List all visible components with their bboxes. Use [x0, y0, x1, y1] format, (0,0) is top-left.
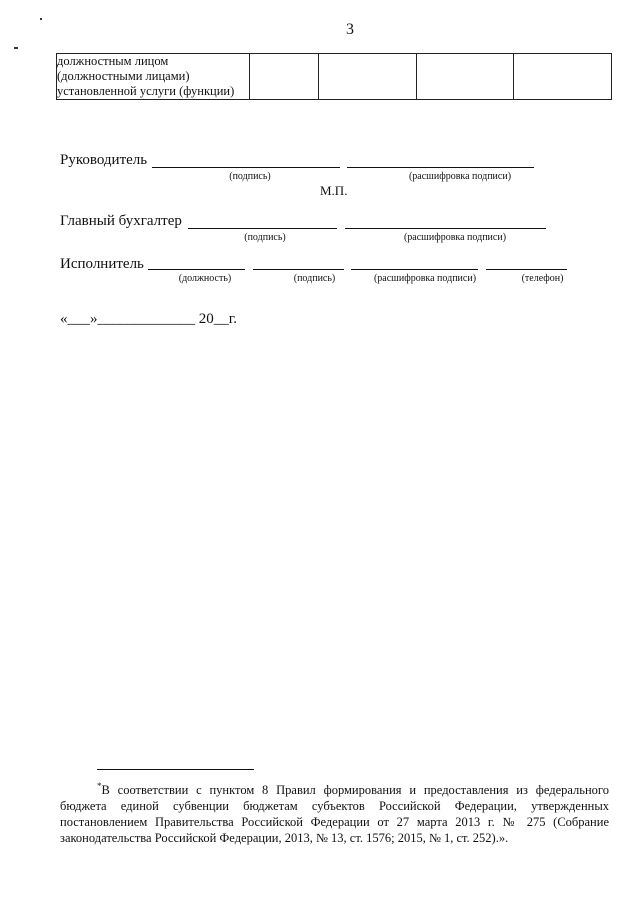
table-cell — [514, 54, 612, 100]
table-cell — [319, 54, 417, 100]
head-decode-caption: (расшифровка подписи) — [408, 171, 512, 182]
date-year-blank: __ — [213, 311, 229, 327]
date-line — [60, 311, 237, 328]
page-number: 3 — [346, 21, 354, 38]
executor-signature-line — [253, 269, 344, 270]
chief-accountant-decode-line — [345, 228, 546, 229]
footnote-separator — [97, 769, 254, 770]
date-month-blank: _____________ — [97, 311, 195, 327]
executor-phone-caption: (телефон) — [521, 273, 564, 284]
chief-accountant-label: Главный бухгалтер — [60, 213, 182, 229]
footnote — [60, 778, 609, 846]
cell-line: должностным лицом — [57, 54, 169, 68]
stamp-mark: М.П. — [320, 183, 348, 198]
footnote-text: В соответствии с пунктом 8 Правил формирования и предоставления из федерального бюджета единой субвенции бюджетам субъектов Российской Федерации, утвержденных постановлением Правительства Российской Федерации от 27 марта 2013 г. № 275 (Собрание законодательства Российской Федерации, 2013, № 13, ст. 1576; 2015, № 1, ст. 252).». — [60, 783, 609, 846]
cell-line: установленной услуги (функции) — [57, 84, 235, 98]
executor-decode-caption: (расшифровка подписи) — [373, 273, 477, 284]
scan-speck — [40, 18, 42, 20]
date-close-quote: » — [90, 311, 98, 327]
date-year-suffix: г. — [228, 311, 237, 327]
executor-decode-line — [351, 269, 478, 270]
date-day-blank: ___ — [67, 311, 90, 327]
chief-accountant-decode-caption: (расшифровка подписи) — [403, 232, 507, 243]
scan-speck — [14, 47, 18, 49]
head-decode-line — [347, 167, 534, 168]
table-cell — [250, 54, 319, 100]
cell-line: (должностными лицами) — [57, 69, 190, 83]
executor-position-caption: (должность) — [178, 273, 232, 284]
table-cell — [417, 54, 514, 100]
chief-accountant-sign-caption: (подпись) — [244, 232, 286, 243]
head-signature-line — [152, 167, 340, 168]
head-label: Руководитель — [60, 152, 148, 168]
executor-label: Исполнитель — [60, 256, 144, 272]
footnote-marker: * — [97, 781, 102, 791]
table-continuation — [56, 53, 612, 100]
date-open-quote: « — [60, 311, 68, 327]
chief-accountant-signature-line — [188, 228, 337, 229]
head-sign-caption: (подпись) — [229, 171, 271, 182]
executor-sign-caption: (подпись) — [293, 273, 336, 284]
table-cell-description — [57, 54, 250, 100]
executor-phone-line — [486, 269, 567, 270]
table-row — [57, 54, 612, 100]
executor-position-line — [148, 269, 245, 270]
date-year-prefix: 20 — [198, 311, 214, 327]
